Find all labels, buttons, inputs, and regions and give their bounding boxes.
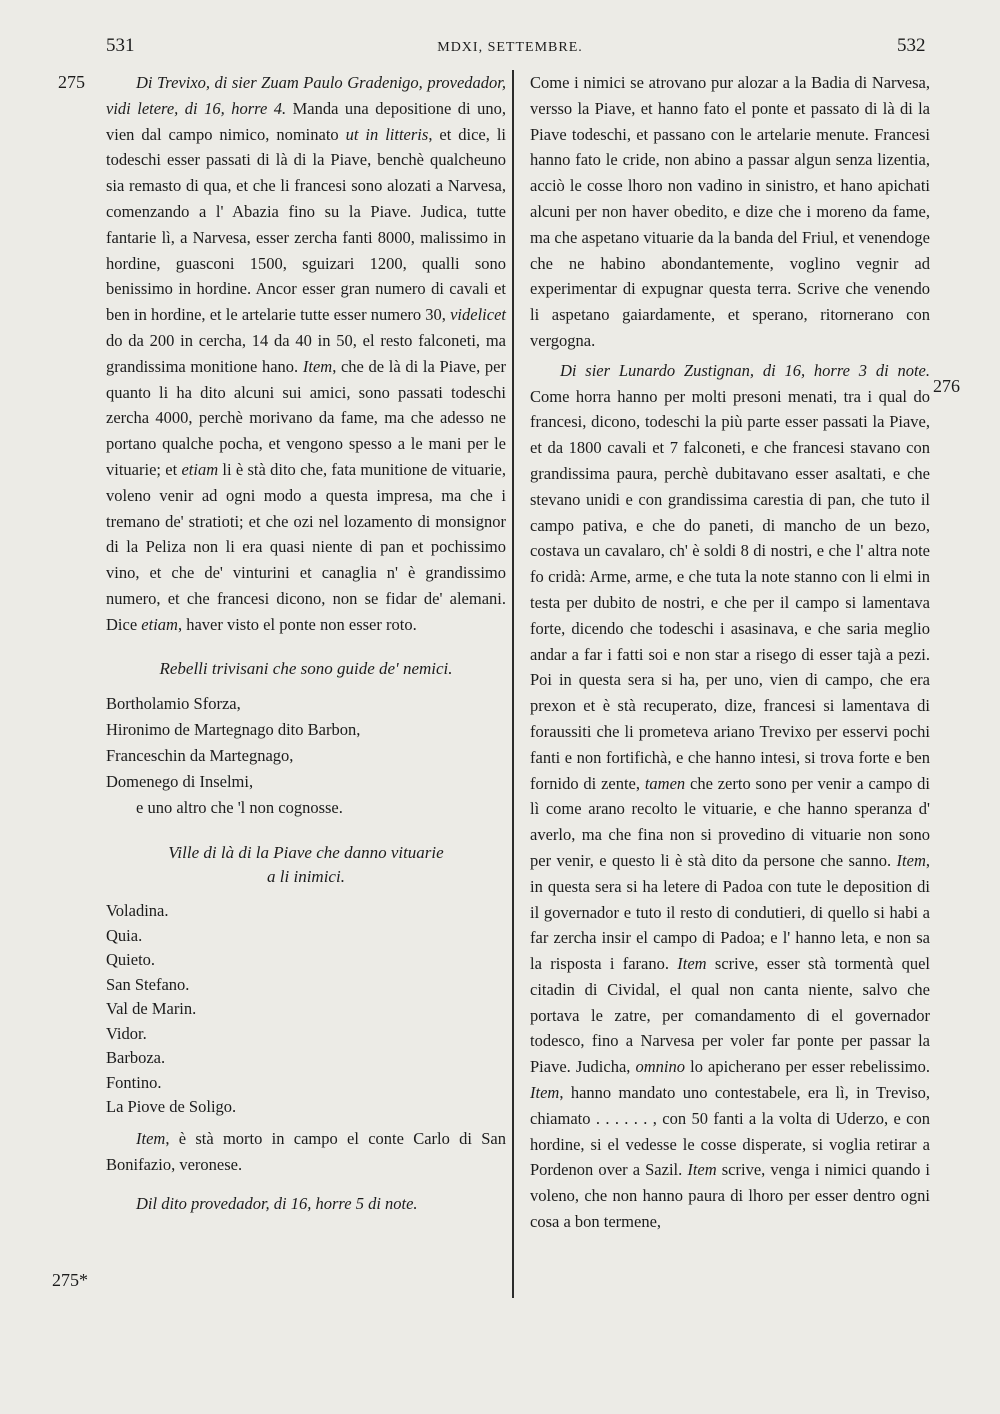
section-title-rebelli: Rebelli trivisani che sono guide de' nemici. bbox=[159, 658, 453, 678]
list-item: e uno altro che 'l non cognosse. bbox=[136, 798, 343, 818]
list-item: Fontino. bbox=[106, 1072, 162, 1092]
entry-heading: Di sier Lunardo Zustignan, di 16, horre 3 di note. bbox=[560, 360, 930, 380]
list-item: Val de Marin. bbox=[106, 999, 197, 1019]
latin-term: Item bbox=[687, 1160, 717, 1180]
section-title-ville bbox=[106, 841, 506, 889]
list-item: Bortholamio Sforza, bbox=[106, 694, 241, 714]
list-item: La Piove de Soligo. bbox=[106, 1097, 237, 1117]
section-title-line: a li inimici. bbox=[267, 867, 345, 887]
list-ville bbox=[106, 899, 506, 1120]
text-run: , è stà morto in campo el conte Carlo di San Bonifazio, veronese. bbox=[106, 1128, 506, 1174]
list-item: Barboza. bbox=[106, 1048, 166, 1068]
margin-number-275: 275 bbox=[58, 72, 85, 92]
latin-term: tamen bbox=[644, 773, 686, 793]
list-item: Franceschin da Martegnago, bbox=[106, 746, 294, 766]
text-run: , che de là di la Piave, per quanto li ha dito alcuni sui amici, sono passati todeschi zercha 4000, perchè morivano da fame, ma che adesso ne portano qualche pocha, et vengono spesso a le mani per le vituarie; et bbox=[106, 356, 506, 479]
text-run: Manda una depositione di uno, vien dal campo nimico, nominato bbox=[106, 98, 506, 144]
page-number-right: 532 bbox=[897, 35, 926, 56]
text-run: scrive, esser stà tormentà quel citadin di Cividal, el qual non canta niente, salvo che portava le zatre, per comandamento di el governador todesco, fino a Narvesa per voler far ponte per passar la Piave. Judicha, bbox=[530, 954, 930, 1077]
entry-heading: Di Trevixo, di sier Zuam Paulo Gradenigo, provedador, vidi letere, di 16, horre 4. bbox=[106, 73, 506, 118]
list-rebelli bbox=[106, 691, 506, 821]
right-column bbox=[530, 70, 930, 1235]
left-column bbox=[106, 70, 506, 1217]
running-head: MDXI, SETTEMBRE. bbox=[437, 40, 583, 55]
text-run: lo apicherano per esser rebelissimo. bbox=[685, 1057, 930, 1077]
list-item: San Stefano. bbox=[106, 974, 190, 994]
page-number-left: 531 bbox=[106, 35, 135, 56]
list-item: Voladina. bbox=[106, 901, 169, 921]
margin-number-276: 276 bbox=[933, 376, 960, 396]
list-item: Domenego di Inselmi, bbox=[106, 772, 254, 792]
text-run: , in questa sera si ha letere di Padoa con tute le deposition di il governador e tuto il resto di condutieri, di quello si habi a far zercha insir el campo di Padoa; e l' hanno leta, e non sa la risposta i farano. bbox=[530, 850, 930, 974]
text-run: li è stà dito che, fata munitione de vituarie, voleno venir ad ogni modo a questa impresa, ma che i tremano de' stratioti; et che ozi nel lozamento di monsignor di la Peliza non li era quasi niente di pan et pochissimo vino, et che de' vinturini et canaglia n' è grandissimo numero, et che francesi dicono, non se fidar de' alemani. Dice bbox=[106, 459, 506, 634]
paragraph-continued: Come i nimici se atrovano pur alozar a la Badia di Narvesa, versso la Piave, et hanno fato el ponte et passato di là di la Piave todeschi, et passano con le artelarie menute. Francesi hanno fato le cride, non abino a passar algun senza lizentia, acciò le cosse lhoro non vadino in sinistro, et hano apichati alcuni per non haver obedito, e dize che i moreno da fame, ma che aspetano vituarie da la banda del Friul, et venendoge che ne habino abondantemente, voglino vegnir ad experimentar di expugnar questa terra. Scrive che venendo li aspetano gaiardamente, et sperano, ritornerano con vergogna. bbox=[530, 73, 930, 350]
latin-term: Item bbox=[302, 356, 333, 376]
text-run: , et dice, li todeschi esser passati di là di la Piave, benchè qualcheuno sia remasto di qua, et che li francesi sono alozati a Narvesa, comenzando a l' Abazia fino su la Piave. Judica, tutte fantarie lì, a Narvesa, esser zercha fanti 8000, malissimo in hordine, guasconi 1500, sguizari 1200, qualli sono benissimo in hordine. Ancor esser gran numero di cavali et ben in hordine, et le artelarie tutte esser numero 30, bbox=[106, 124, 506, 325]
latin-term: omnino bbox=[635, 1057, 686, 1077]
list-item: Hironimo de Martegnago dito Barbon, bbox=[106, 720, 361, 740]
latin-term: Item bbox=[677, 954, 707, 974]
latin-term: etiam bbox=[181, 459, 219, 479]
latin-term: Item bbox=[136, 1128, 166, 1148]
text-run: , hanno mandato uno contestabele, era lì, in Treviso, chiamato . . . . . . , con 50 fanti a la volta di Uderzo, e con hordine, si el vedesse le cosse disperate, si voglia retirar a Pordenon over a Sazil. bbox=[530, 1083, 930, 1180]
paragraph-zustignan bbox=[530, 358, 930, 1235]
latin-term: etiam bbox=[141, 614, 178, 634]
margin-number-275-star: 275* bbox=[52, 1270, 88, 1290]
latin-term: videlicet bbox=[450, 305, 506, 325]
list-item: Quieto. bbox=[106, 950, 156, 970]
list-item: Quia. bbox=[106, 925, 143, 945]
text-run: che zerto sono per venir a campo di lì come arano recolto le vituarie, e che hanno speranza d' averlo, ma che fina non si provedino di vituarie non sono per venir, e questo li è stà dito da persone che sanno. bbox=[530, 773, 930, 870]
latin-term: Item bbox=[530, 1083, 560, 1103]
latin-term: Item bbox=[896, 850, 926, 870]
section-title-line: Ville di là di la Piave che danno vituarie bbox=[168, 843, 444, 863]
list-item: Vidor. bbox=[106, 1023, 147, 1043]
paragraph-trevixo bbox=[106, 70, 506, 638]
paragraph-item-morto bbox=[106, 1126, 506, 1178]
latin-term: ut in litteris bbox=[345, 124, 429, 144]
text-run: , haver visto el ponte non esser roto. bbox=[177, 614, 417, 634]
column-divider bbox=[512, 70, 514, 1298]
text-run: scrive, venga i nimici quando i voleno, che non hanno paura di lhoro per esser dentro ogni cosa a bon termene, bbox=[530, 1160, 930, 1232]
entry-heading-dil-dito: Dil dito provedador, di 16, horre 5 di note. bbox=[136, 1194, 418, 1214]
text-run: do da 200 in cercha, 14 da 40 in 50, el resto falconeti, ma grandissima monitione hano. bbox=[106, 330, 506, 376]
text-run: Come horra hanno per molti presoni menati, tra i qual do francesi, dicono, todeschi la più parte esser passati la Piave, et da 1800 cavali et 7 falconeti, e che francesi stavano con grandissima paura, perchè dubitavano esser asaltati, e che stevano unidi e con grandissima carestia di pan, che tuto il campo pativa, e che do paneti, di mancho de un bezo, costava un cavalaro, ch' è soldi 8 di nostri, e che l' altra note fo cridà: Arme, arme, e che tuta la note stanno con li elmi in testa per dubito de nostri, e che per il campo si lamentava forte, dicendo che todeschi i asasinava, e che saria meglio andar a far i fatti soi e non star a risego di esser tajà a pezi. Poi in questa sera si ha, per uno, vien di campo, che era prexon et è stà recuperato, dize, francesi si lamentava di foraussiti che li prometeva ariano Trevixo per esservi pochi fanti e non fortifichà, e che hanno intesi, si trova forte e ben fornido di zente, bbox=[530, 386, 930, 793]
